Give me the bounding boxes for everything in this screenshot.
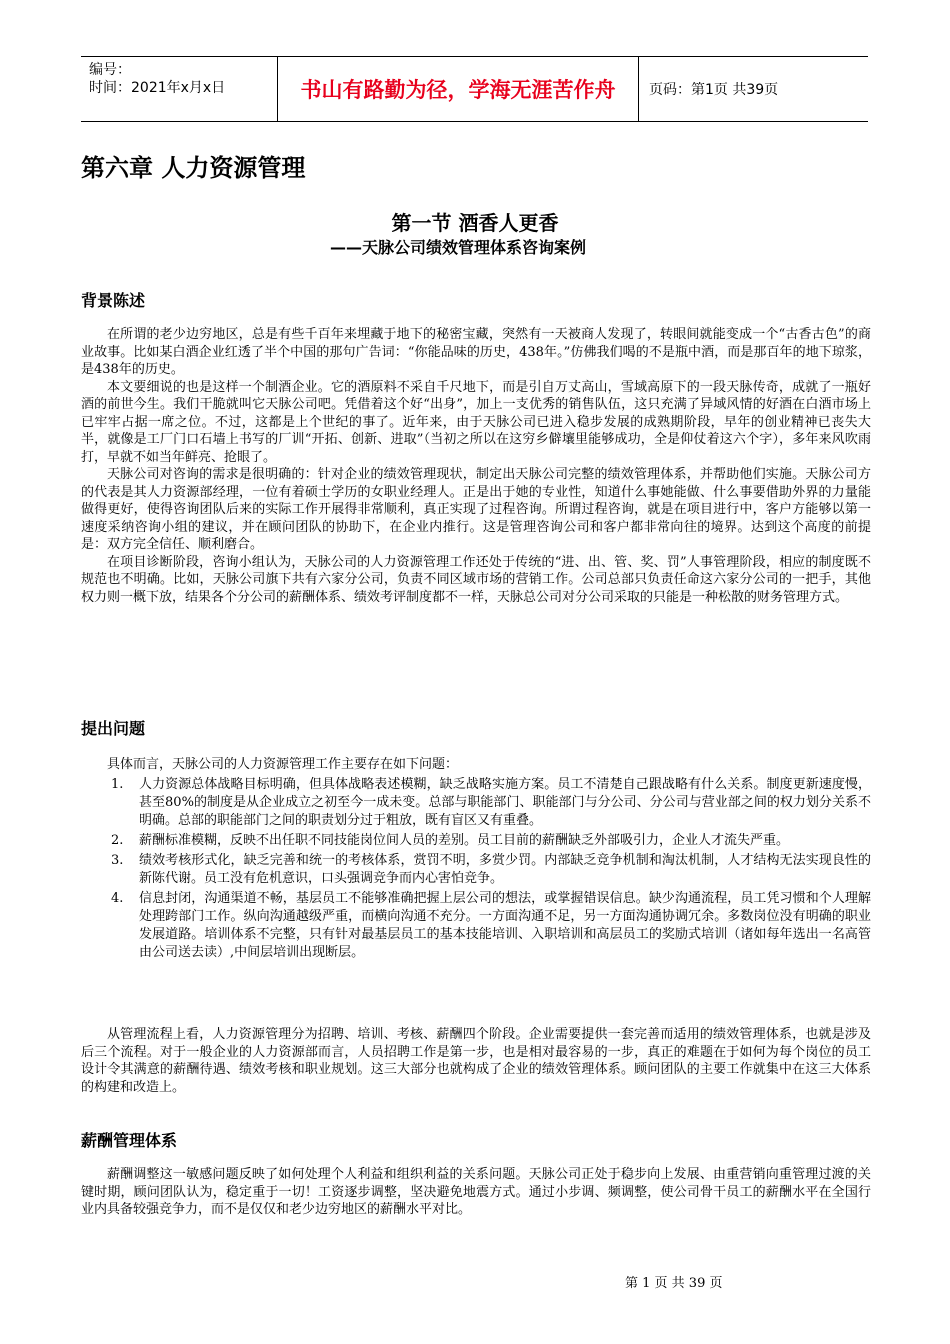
list-number: 2. bbox=[111, 833, 124, 848]
section-title: 第一节 酒香人更香 bbox=[391, 211, 559, 235]
time-label: 时间：2021年x月x日 bbox=[89, 80, 226, 96]
paragraph: 具体而言，天脉公司的人力资源管理工作主要存在如下问题： bbox=[107, 757, 459, 772]
list-item bbox=[81, 776, 871, 830]
paragraph: 从管理流程上看，人力资源管理分为招聘、培训、考核、薪酬四个阶段。企业需要提供一套完善而适用的绩效管理体系，也就是涉及后三个流程。对于一般企业的人力资源部而言，人员招聘工作是第一步，也是相对最容易的一步，真正的难题在于如何为每个岗位的员工设计令其满意的薪酬待遇、绩效考核和职业规划。这三大部分也就构成了企业的绩效管理体系。顾问团队的主要工作就集中在这三大体系的构建和改造上。 bbox=[81, 1027, 871, 1095]
list-text: 信息封闭，沟通渠道不畅，基层员工不能够准确把握上层公司的想法，或掌握错误信息。缺少沟通流程，员工凭习惯和个人理解处理跨部门工作。纵向沟通越级严重，而横向沟通不充分。一方面沟通不足，另一方面沟通协调冗余。多数岗位没有明确的职业发展道路。培训体系不完整，只有针对最基层员工的基本技能培训、入职培训和高层员工的奖励式培训（诸如每年选出一名高管由公司送去读）,中间层培训出现断层。 bbox=[139, 891, 871, 960]
paragraph: 本文要细说的也是这样一个制酒企业。它的酒原料不采自千尺地下，而是引自万丈高山，雪域高原下的一段天脉传奇，成就了一瓶好酒的前世今生。我们干脆就叫它天脉公司吧。凭借着这个好“出身”，加上一支优秀的销售队伍，这只充满了异域风情的好酒在白酒市场上已牢牢占据一席之位。不过，这都是上个世纪的事了。近年来，由于天脉公司已进入稳步发展的成熟期阶段，早年的创业精神已丧失大半，就像是工厂门口石墙上书写的厂训“开拓、创新、进取”（当初之所以在这穷乡僻壤里能够成功，全是仰仗着这六个字），多年来风吹雨打，早就不如当年鲜亮、抢眼了。 bbox=[81, 379, 871, 465]
list-text: 薪酬标准模糊，反映不出任职不同技能岗位间人员的差别。员工目前的薪酬缺乏外部吸引力，企业人才流失严重。 bbox=[139, 833, 790, 848]
problems-list bbox=[81, 776, 871, 964]
background-text bbox=[81, 326, 871, 606]
header-page-info: 页码：第1页 共39页 bbox=[649, 82, 779, 98]
page-header bbox=[81, 56, 868, 122]
header-motto: 书山有路勤为径，学海无涯苦作舟 bbox=[277, 57, 639, 121]
problems-intro bbox=[81, 756, 871, 774]
paragraph: 在项目诊断阶段，咨询小组认为，天脉公司的人力资源管理工作还处于传统的“进、出、管、奖、罚”人事管理阶段，相应的制度既不规范也不明确。比如，天脉公司旗下共有六家分公司，负责不同区域市场的营销工作。公司总部只负责任命这六家分公司的一把手，其他权力则一概下放，结果各个分公司的薪酬体系、绩效考评制度都不一样，天脉总公司对分公司采取的只能是一种松散的财务管理方式。 bbox=[81, 554, 871, 605]
paragraph: 在所谓的老少边穷地区，总是有些千百年来埋藏于地下的秘密宝藏，突然有一天被商人发现了，转眼间就能变成一个“古香古色”的商业故事。比如某白酒企业红透了半个中国的那句广告词：“你能品味的历史，438年。”仿佛我们喝的不是瓶中酒，而是那百年的地下琼浆，是438年的历史。 bbox=[81, 327, 871, 377]
paragraph: 天脉公司对咨询的需求是很明确的：针对企业的绩效管理现状，制定出天脉公司完整的绩效管理体系，并帮助他们实施。天脉公司方的代表是其人力资源部经理，一位有着硕士学历的女职业经理人。正是出于她的专业性，知道什么事她能做、什么事要借助外界的力量能做得更好，使得咨询团队后来的实际工作开展得非常顺利，真正实现了过程咨询。所谓过程咨询，就是在项目进行中，客户方能够以第一速度采纳咨询小组的建议，并在顾问团队的协助下，在企业内推行。这是管理咨询公司和客户都非常向往的境界。达到这个高度的前提是：双方完全信任、顺利磨合。 bbox=[81, 467, 871, 552]
chapter-title: 第六章 人力资源管理 bbox=[81, 154, 306, 182]
problems-conclusion bbox=[81, 1026, 871, 1096]
page-footer: 第 1 页 共 39 页 bbox=[625, 1276, 723, 1291]
heading-problems: 提出问题 bbox=[81, 719, 146, 738]
serial-label: 编号： bbox=[89, 62, 131, 78]
heading-salary: 薪酬管理体系 bbox=[81, 1131, 178, 1150]
list-item bbox=[81, 890, 871, 962]
list-item bbox=[81, 852, 871, 888]
list-text: 绩效考核形式化，缺乏完善和统一的考核体系，赏罚不明，多赏少罚。内部缺乏竞争机制和淘汰机制，人才结构无法实现良性的新陈代谢。员工没有危机意识，口头强调竞争而内心害怕竞争。 bbox=[139, 853, 871, 886]
heading-background: 背景陈述 bbox=[81, 291, 146, 310]
list-number: 4. bbox=[111, 891, 124, 906]
section-subtitle: ——天脉公司绩效管理体系咨询案例 bbox=[330, 238, 587, 257]
list-number: 3. bbox=[111, 853, 124, 868]
salary-text bbox=[81, 1166, 871, 1219]
paragraph: 薪酬调整这一敏感问题反映了如何处理个人利益和组织利益的关系问题。天脉公司正处于稳步向上发展、由重营销向重管理过渡的关键时期，顾问团队认为，稳定重于一切！工资逐步调整，坚决避免地震方式。通过小步调、频调整，使公司骨干员工的薪酬水平在全国行业内具备较强竞争力，而不是仅仅和老少边穷地区的薪酬水平对比。 bbox=[81, 1167, 871, 1217]
list-item bbox=[81, 832, 871, 850]
list-number: 1. bbox=[111, 777, 124, 792]
list-text: 人力资源总体战略目标明确，但具体战略表述模糊，缺乏战略实施方案。员工不清楚自己跟战略有什么关系。制度更新速度慢，甚至80%的制度是从企业成立之初至今一成未变。总部与职能部门、职能部门与分公司、分公司与营业部之间的权力划分关系不明确。总部的职能部门之间的职责划分过于粗放，既有盲区又有重叠。 bbox=[139, 777, 871, 828]
header-meta bbox=[81, 57, 277, 121]
